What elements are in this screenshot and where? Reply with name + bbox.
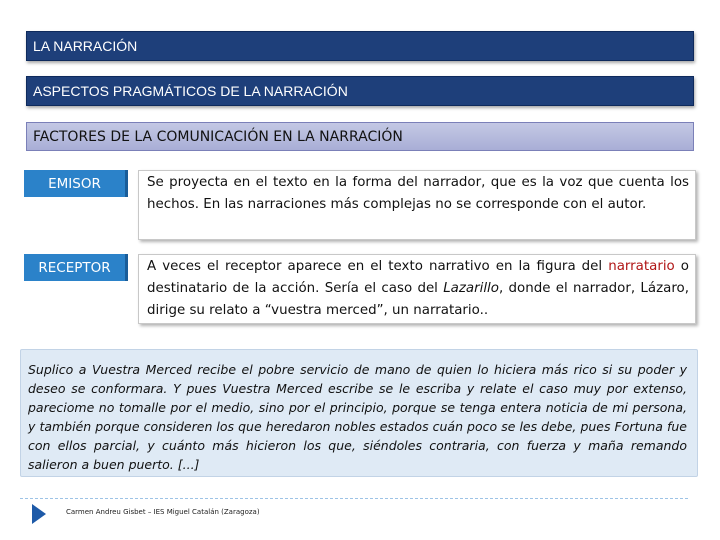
section-bar [26, 122, 694, 151]
page-title: LA NARRACIÓN [33, 38, 138, 54]
receptor-text-before: A veces el receptor aparece en el texto narrativo en la figura del [147, 259, 609, 274]
receptor-text-middle: o destinatario de la acción. Sería el caso del [147, 259, 690, 296]
narratario-highlight: narratario [608, 259, 675, 274]
subtitle-bar [26, 76, 694, 106]
receptor-label [24, 254, 128, 281]
emisor-description-text: Se proyecta en el texto en la forma del narrador, que es la voz que cuenta los hechos. En las narraciones más complejas no se corresponde con el autor. [147, 175, 689, 212]
emisor-description [138, 170, 696, 240]
title-bar [26, 31, 694, 61]
page-subtitle: ASPECTOS PRAGMÁTICOS DE LA NARRACIÓN [33, 83, 348, 99]
section-title: FACTORES DE LA COMUNICACIÓN EN LA NARRACIÓN [33, 128, 403, 145]
footer-credit: Carmen Andreu Gisbet – IES Miguel Catalán (Zaragoza) [66, 508, 260, 516]
footer-divider [20, 498, 688, 499]
receptor-description [138, 254, 696, 324]
quote-text: Suplico a Vuestra Merced recibe el pobre servicio de mano de quien lo hiciera más rico si su poder y deseo se conformara. Y pues Vuestra Merced escribe se le escriba y relate el caso muy por extenso, pareciome no tomalle por el medio, sino por el principio, porque se tenga entera noticia de mi persona, y también porque consideren los que heredaron nobles estados cuán poco se les debe, pues Fortuna fue con ellos parcial, y cuánto más hicieron los que, siéndoles contraria, con fuerza y maña remando salieron a buen puerto. [...] [28, 362, 687, 472]
lazarillo-quote [20, 349, 698, 477]
receptor-label-text: RECEPTOR [38, 259, 111, 276]
emisor-label-text: EMISOR [48, 175, 101, 192]
arrow-right-icon [32, 504, 46, 524]
lazarillo-title: Lazarillo [443, 281, 499, 296]
receptor-text-after: , donde el narrador, Lázaro, dirige su relato a “vuestra merced”, un narratario.. [147, 281, 689, 318]
emisor-label [24, 170, 128, 197]
